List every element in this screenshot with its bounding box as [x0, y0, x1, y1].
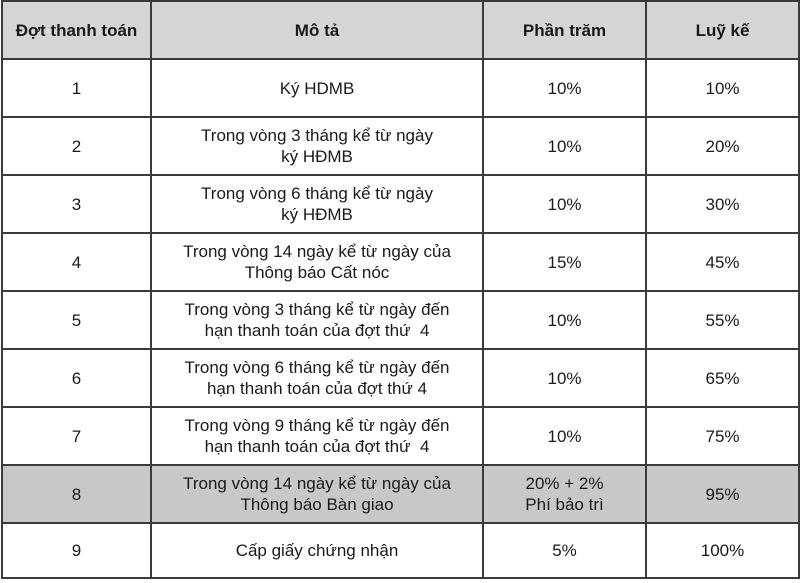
stage-cell: 8 [2, 465, 151, 523]
cumulative-cell: 75% [646, 407, 799, 465]
stage-cell: 5 [2, 291, 151, 349]
description-cell: Trong vòng 14 ngày kể từ ngày của Thông báo Cất nóc [151, 233, 483, 291]
table-row [2, 175, 799, 233]
header-row [2, 1, 799, 59]
percent-cell: 10% [483, 59, 646, 117]
cumulative-cell: 95% [646, 465, 799, 523]
percent-cell: 10% [483, 175, 646, 233]
header-stage: Đợt thanh toán [2, 1, 151, 59]
percent-cell: 10% [483, 291, 646, 349]
table-row [2, 407, 799, 465]
stage-cell: 3 [2, 175, 151, 233]
description-cell: Trong vòng 3 tháng kể từ ngày đến hạn thanh toán của đợt thứ 4 [151, 291, 483, 349]
percent-cell: 20% + 2% Phí bảo trì [483, 465, 646, 523]
description-cell: Trong vòng 6 tháng kể từ ngày ký HĐMB [151, 175, 483, 233]
stage-cell: 4 [2, 233, 151, 291]
percent-cell: 10% [483, 349, 646, 407]
percent-cell: 10% [483, 407, 646, 465]
stage-cell: 1 [2, 59, 151, 117]
description-cell: Trong vòng 6 tháng kể từ ngày đến hạn thanh toán của đợt thứ 4 [151, 349, 483, 407]
percent-cell: 15% [483, 233, 646, 291]
description-cell: Ký HDMB [151, 59, 483, 117]
cumulative-cell: 100% [646, 523, 799, 578]
table-row [2, 59, 799, 117]
payment-schedule-table [1, 0, 800, 579]
table-row-highlighted [2, 465, 799, 523]
stage-cell: 9 [2, 523, 151, 578]
cumulative-cell: 45% [646, 233, 799, 291]
cumulative-cell: 20% [646, 117, 799, 175]
description-cell: Trong vòng 9 tháng kể từ ngày đến hạn thanh toán của đợt thứ 4 [151, 407, 483, 465]
cumulative-cell: 55% [646, 291, 799, 349]
table-body [2, 59, 799, 578]
description-cell: Cấp giấy chứng nhận [151, 523, 483, 578]
table-row [2, 117, 799, 175]
table-row [2, 349, 799, 407]
stage-cell: 2 [2, 117, 151, 175]
percent-cell: 10% [483, 117, 646, 175]
header-description: Mô tả [151, 1, 483, 59]
header-cumulative: Luỹ kế [646, 1, 799, 59]
stage-cell: 7 [2, 407, 151, 465]
table-header [2, 1, 799, 59]
description-cell: Trong vòng 14 ngày kể từ ngày của Thông báo Bàn giao [151, 465, 483, 523]
table-row [2, 291, 799, 349]
cumulative-cell: 65% [646, 349, 799, 407]
header-percent: Phần trăm [483, 1, 646, 59]
stage-cell: 6 [2, 349, 151, 407]
description-cell: Trong vòng 3 tháng kể từ ngày ký HĐMB [151, 117, 483, 175]
cumulative-cell: 30% [646, 175, 799, 233]
table-row [2, 523, 799, 578]
cumulative-cell: 10% [646, 59, 799, 117]
percent-cell: 5% [483, 523, 646, 578]
table-row [2, 233, 799, 291]
